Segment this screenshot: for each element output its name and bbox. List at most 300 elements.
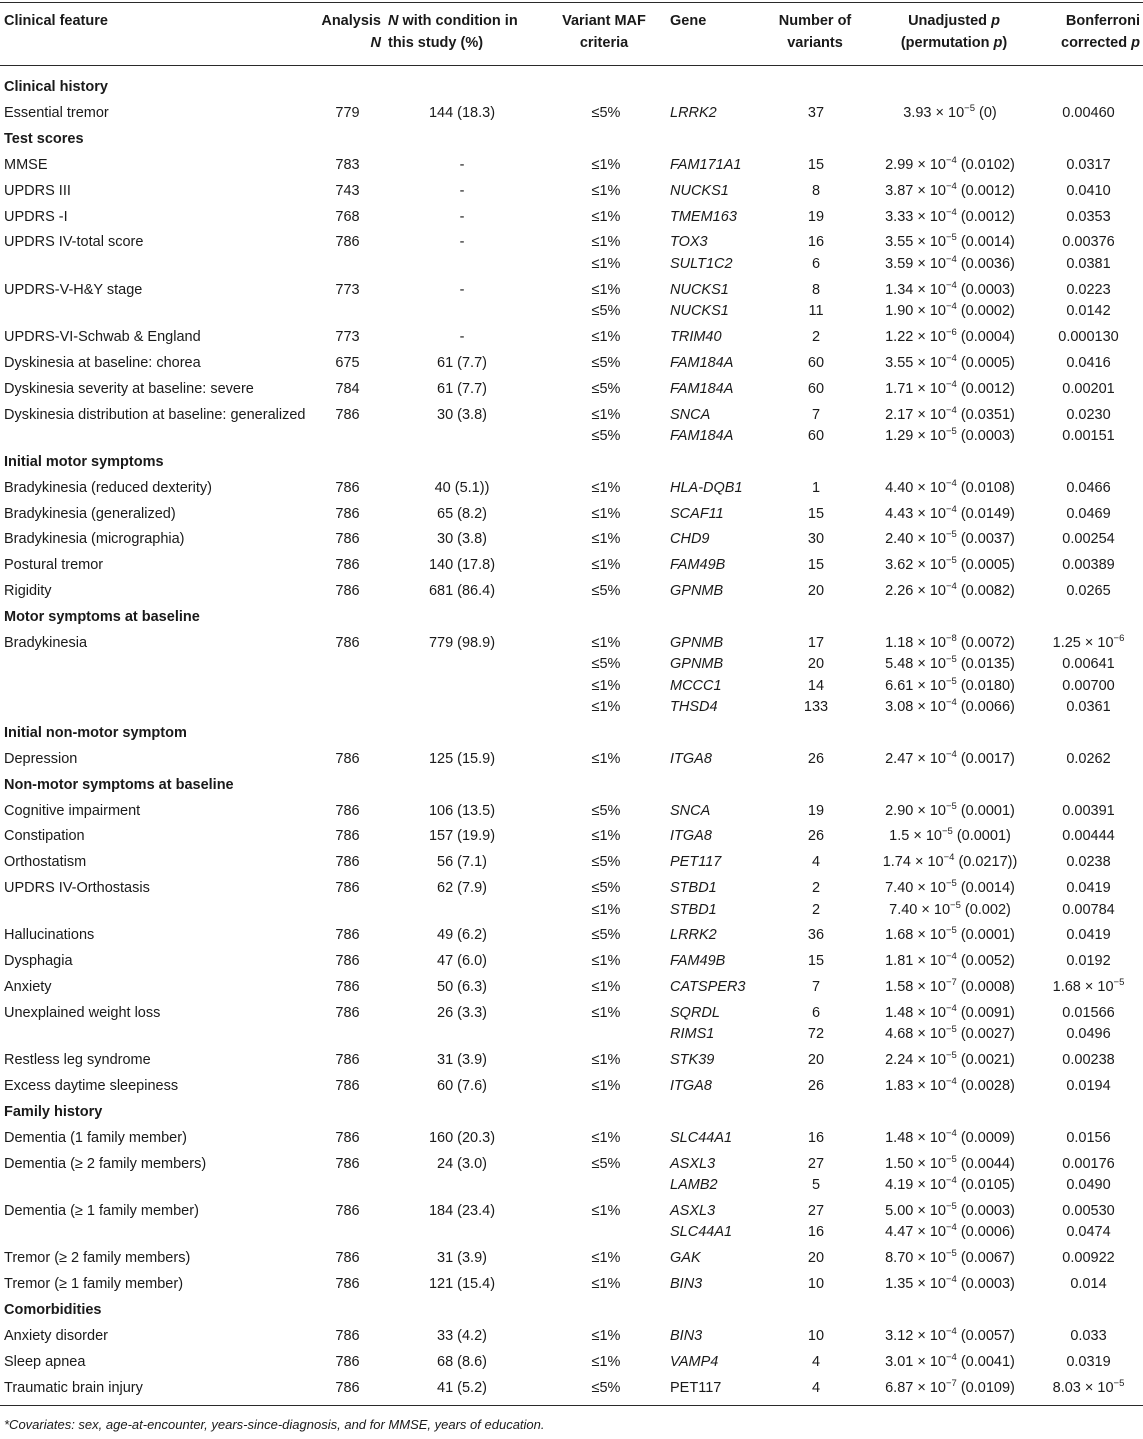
row-n-with-condition: 30 (3.8): [437, 531, 487, 548]
row-clinical-feature: Dysphagia: [4, 953, 73, 970]
row-number-of-variants: 19: [807, 208, 825, 225]
row-unadjusted-p: $4.47 \times 10^{-4}$ (0.0006): [885, 1222, 1015, 1241]
row-clinical-feature: Depression: [4, 750, 78, 767]
row-analysis-n: 786: [335, 1155, 360, 1172]
exponent: −4: [943, 852, 955, 864]
row-unadjusted-p: $1.68 \times 10^{-5}$ (0.0001): [885, 925, 1015, 944]
row-analysis-n: 675: [335, 354, 360, 371]
row-number-of-variants: 7: [811, 406, 821, 423]
row-bonferroni-p: 0.0490: [1066, 1177, 1111, 1194]
row-variant-maf: ≤1%: [591, 531, 621, 548]
row-gene: RIMS1: [670, 1026, 715, 1043]
row-analysis-n: 786: [335, 828, 360, 845]
row-bonferroni-p: 0.0265: [1066, 583, 1111, 600]
row-unadjusted-p: $6.87 \times 10^{-7}$ (0.0109): [885, 1377, 1015, 1396]
row-clinical-feature: Essential tremor: [4, 104, 109, 121]
row-bonferroni-p: 0.0381: [1066, 255, 1111, 272]
row-gene: PET117: [670, 1379, 722, 1396]
exponent: −5: [945, 425, 957, 437]
row-analysis-n: 786: [335, 1276, 360, 1293]
row-number-of-variants: 26: [807, 750, 825, 767]
exponent: −4: [945, 1003, 957, 1015]
exponent: −4: [945, 1326, 957, 1338]
row-unadjusted-p: $3.87 \times 10^{-4}$ (0.0012): [885, 180, 1015, 199]
row-gene: VAMP4: [670, 1353, 719, 1370]
exponent: −5: [1113, 977, 1125, 989]
row-analysis-n: 786: [335, 1328, 360, 1344]
row-analysis-n: 784: [335, 380, 360, 397]
header-analysis-n: [295, 11, 381, 54]
section-heading: Initial non-motor symptom: [4, 724, 187, 741]
row-number-of-variants: 15: [807, 557, 825, 574]
row-bonferroni-p: 0.00389: [1062, 557, 1115, 574]
row-gene: SULT1C2: [670, 255, 733, 272]
row-unadjusted-p: $2.47 \times 10^{-4}$ (0.0017): [885, 748, 1015, 767]
row-gene: TRIM40: [670, 328, 722, 345]
header-unadjusted-p: [870, 11, 1038, 54]
row-number-of-variants: 60: [807, 354, 825, 371]
row-gene: TOX3: [670, 234, 708, 251]
row-variant-maf: ≤1%: [591, 698, 621, 715]
row-number-of-variants: 7: [811, 979, 821, 996]
row-unadjusted-p: $1.48 \times 10^{-4}$ (0.0009): [885, 1128, 1015, 1146]
row-analysis-n: 786: [335, 583, 360, 600]
row-analysis-n: 773: [335, 328, 360, 345]
exponent: −5: [945, 1024, 957, 1036]
row-number-of-variants: 11: [808, 302, 824, 319]
row-n-with-condition: 61 (7.7): [437, 354, 487, 371]
row-clinical-feature: Unexplained weight loss: [4, 1005, 161, 1022]
row-number-of-variants: 72: [807, 1026, 825, 1043]
row-gene: ITGA8: [670, 1078, 712, 1095]
row-unadjusted-p: $6.61 \times 10^{-5}$ (0.0180): [885, 675, 1015, 694]
header-gene: Gene: [670, 13, 707, 29]
row-analysis-n: 786: [335, 854, 360, 871]
exponent: −4: [945, 1352, 957, 1364]
section-heading: Family history: [4, 1104, 103, 1121]
row-gene: THSD4: [670, 698, 718, 715]
exponent: −5: [945, 1248, 957, 1260]
header-n-with-condition-line2: this study (%): [388, 34, 484, 51]
row-gene: FAM184A: [670, 354, 734, 371]
row-clinical-feature: Dyskinesia severity at baseline: severe: [4, 380, 254, 397]
row-n-with-condition: -: [459, 234, 465, 251]
row-bonferroni-p: 0.00376: [1062, 234, 1115, 251]
row-clinical-feature: Tremor (≥ 2 family members): [4, 1250, 191, 1267]
row-analysis-n: 786: [335, 406, 360, 423]
row-analysis-n: 786: [335, 1130, 360, 1146]
row-gene: SNCA: [670, 802, 711, 819]
header-bottom-rule: [0, 65, 1143, 66]
section-heading: Clinical history: [4, 79, 108, 95]
row-number-of-variants: 15: [807, 505, 825, 522]
row-bonferroni-p: 0.0474: [1066, 1224, 1111, 1241]
row-number-of-variants: 8: [811, 182, 821, 199]
table-bottom-rule: [0, 1405, 1143, 1406]
row-analysis-n: 786: [335, 505, 360, 522]
row-variant-maf: ≤5%: [591, 1155, 621, 1172]
row-unadjusted-p: $3.12 \times 10^{-4}$ (0.0057): [885, 1326, 1015, 1344]
row-unadjusted-p: $1.22 \times 10^{-6}$ (0.0004): [885, 326, 1015, 345]
row-n-with-condition: 31 (3.9): [437, 1250, 487, 1267]
exponent: −5: [945, 555, 957, 567]
row-number-of-variants: 26: [807, 828, 825, 845]
row-clinical-feature: UPDRS IV-Orthostasis: [4, 880, 150, 897]
row-number-of-variants: 4: [811, 1353, 821, 1370]
row-number-of-variants: 4: [811, 854, 821, 871]
exponent: −4: [945, 378, 957, 390]
row-unadjusted-p: $7.40 \times 10^{-5}$ (0.0014): [885, 878, 1015, 897]
row-bonferroni-p: 0.0419: [1066, 880, 1111, 897]
exponent: −5: [945, 878, 957, 890]
exponent: −4: [945, 581, 957, 593]
row-clinical-feature: Bradykinesia (generalized): [4, 505, 176, 522]
row-variant-maf: ≤5%: [591, 854, 621, 871]
exponent: −5: [945, 925, 957, 937]
row-bonferroni-p: 0.0262: [1066, 750, 1111, 767]
row-analysis-n: 773: [335, 281, 360, 298]
row-clinical-feature: Restless leg syndrome: [4, 1052, 151, 1069]
row-unadjusted-p: $3.55 \times 10^{-5}$ (0.0014): [885, 232, 1015, 251]
header-analysis-n-line2: N: [370, 34, 381, 51]
row-gene: SQRDL: [670, 1005, 720, 1022]
row-variant-maf: ≤1%: [591, 901, 621, 918]
row-bonferroni-p: 0.00530: [1062, 1203, 1115, 1220]
row-bonferroni-p: 0.0319: [1066, 1353, 1111, 1370]
row-bonferroni-p: 0.00700: [1062, 677, 1115, 694]
exponent: −4: [945, 1274, 957, 1286]
row-unadjusted-p: $5.48 \times 10^{-5}$ (0.0135): [885, 654, 1015, 673]
row-number-of-variants: 37: [807, 104, 825, 121]
row-gene: FAM49B: [670, 953, 726, 970]
row-gene: SCAF11: [670, 505, 724, 522]
header-unadjusted-p-line1: Unadjusted p: [908, 13, 1000, 29]
exponent: −4: [945, 1175, 957, 1187]
exponent: −4: [945, 206, 957, 218]
row-number-of-variants: 16: [807, 1130, 825, 1146]
row-unadjusted-p: $1.18 \times 10^{-8}$ (0.0072): [885, 633, 1015, 651]
row-variant-maf: ≤1%: [591, 1052, 621, 1069]
row-bonferroni-p: 0.0353: [1066, 208, 1111, 225]
row-analysis-n: 786: [335, 953, 360, 970]
row-gene: GPNMB: [670, 583, 724, 600]
row-variant-maf: ≤5%: [591, 802, 621, 819]
exponent: −5: [945, 1201, 957, 1213]
row-n-with-condition: 31 (3.9): [437, 1052, 487, 1069]
row-unadjusted-p: $2.99 \times 10^{-4}$ (0.0102): [885, 154, 1015, 173]
header-variant-maf: [558, 11, 650, 54]
row-bonferroni-p: 0.000130: [1058, 328, 1119, 345]
row-clinical-feature: UPDRS-VI-Schwab & England: [4, 328, 201, 345]
row-gene: SLC44A1: [670, 1224, 733, 1241]
row-variant-maf: ≤1%: [591, 1203, 621, 1220]
row-variant-maf: ≤1%: [591, 156, 621, 173]
row-n-with-condition: 24 (3.0): [437, 1155, 487, 1172]
row-n-with-condition: 160 (20.3): [428, 1130, 496, 1146]
exponent: −8: [945, 633, 957, 645]
exponent: −4: [945, 697, 957, 709]
row-n-with-condition: 157 (19.9): [428, 828, 496, 845]
exponent: −4: [945, 1222, 957, 1234]
row-clinical-feature: Dementia (≥ 2 family members): [4, 1155, 207, 1172]
exponent: −5: [945, 675, 957, 687]
row-unadjusted-p: $1.50 \times 10^{-5}$ (0.0044): [885, 1154, 1015, 1172]
row-clinical-feature: Dementia (1 family member): [4, 1130, 187, 1146]
row-analysis-n: 786: [335, 880, 360, 897]
row-variant-maf: ≤1%: [591, 557, 621, 574]
row-number-of-variants: 20: [807, 583, 825, 600]
row-number-of-variants: 19: [807, 802, 825, 819]
header-clinical-feature: Clinical feature: [4, 13, 108, 29]
row-number-of-variants: 10: [807, 1328, 825, 1344]
row-clinical-feature: Anxiety disorder: [4, 1328, 108, 1344]
exponent: −4: [945, 748, 957, 760]
row-variant-maf: ≤1%: [591, 328, 621, 345]
row-bonferroni-p: 0.00641: [1062, 656, 1115, 673]
row-unadjusted-p: $1.74 \times 10^{-4}$ (0.0217)): [882, 852, 1018, 871]
row-gene: BIN3: [670, 1328, 703, 1344]
exponent: −5: [1113, 1377, 1125, 1389]
row-n-with-condition: 49 (6.2): [437, 927, 487, 944]
row-gene: ASXL3: [670, 1203, 716, 1220]
row-number-of-variants: 1: [811, 479, 821, 496]
row-n-with-condition: 40 (5.1)): [434, 479, 490, 496]
row-variant-maf: ≤1%: [591, 255, 621, 272]
row-clinical-feature: Dementia (≥ 1 family member): [4, 1203, 199, 1220]
row-variant-maf: ≤1%: [591, 1328, 621, 1344]
row-clinical-feature: Cognitive impairment: [4, 802, 141, 819]
row-variant-maf: ≤5%: [591, 1379, 621, 1396]
row-bonferroni-p: 0.0223: [1066, 281, 1111, 298]
row-bonferroni-p: 0.00784: [1062, 901, 1115, 918]
row-gene: GPNMB: [670, 656, 724, 673]
header-unadjusted-p-line2: (permutation p): [900, 34, 1008, 51]
exponent: −4: [945, 253, 957, 265]
header-number-of-variants: [760, 11, 870, 54]
row-analysis-n: 786: [335, 1250, 360, 1267]
row-variant-maf: ≤5%: [591, 302, 621, 319]
exponent: −4: [945, 180, 957, 192]
row-variant-maf: ≤1%: [591, 677, 621, 694]
row-clinical-feature: Orthostatism: [4, 854, 87, 871]
row-gene: CATSPER3: [670, 979, 746, 996]
row-gene: FAM171A1: [670, 156, 742, 173]
header-bonferroni: [1030, 11, 1140, 54]
row-variant-maf: ≤1%: [591, 750, 621, 767]
row-variant-maf: ≤5%: [591, 880, 621, 897]
row-bonferroni-p: 0.00391: [1062, 802, 1115, 819]
row-unadjusted-p: $2.40 \times 10^{-5}$ (0.0037): [885, 529, 1015, 548]
exponent: −5: [945, 529, 957, 541]
exponent: −7: [945, 1377, 957, 1389]
row-gene: SLC44A1: [670, 1130, 733, 1146]
row-n-with-condition: -: [459, 182, 465, 199]
row-unadjusted-p: $7.40 \times 10^{-5}$ (0.002): [889, 899, 1011, 918]
row-n-with-condition: 68 (8.6): [437, 1353, 487, 1370]
row-unadjusted-p: $1.71 \times 10^{-4}$ (0.0012): [885, 378, 1015, 397]
row-unadjusted-p: $3.62 \times 10^{-5}$ (0.0005): [885, 555, 1015, 574]
table-top-rule: [0, 2, 1143, 3]
row-unadjusted-p: $4.68 \times 10^{-5}$ (0.0027): [885, 1024, 1015, 1043]
row-bonferroni-p: 0.0156: [1066, 1130, 1111, 1146]
row-bonferroni-p: 0.0194: [1066, 1078, 1111, 1095]
row-number-of-variants: 60: [807, 427, 825, 444]
row-bonferroni-p: 0.0142: [1066, 302, 1111, 319]
exponent: −4: [945, 1076, 957, 1088]
row-clinical-feature: Rigidity: [4, 583, 52, 600]
row-bonferroni-p: 0.00238: [1062, 1052, 1115, 1069]
row-variant-maf: ≤1%: [591, 479, 621, 496]
header-n-with-condition: [388, 11, 538, 54]
row-unadjusted-p: $4.19 \times 10^{-4}$ (0.0105): [885, 1175, 1015, 1194]
row-clinical-feature: Hallucinations: [4, 927, 95, 944]
row-n-with-condition: 56 (7.1): [437, 854, 487, 871]
row-analysis-n: 786: [335, 1052, 360, 1069]
row-unadjusted-p: $5.00 \times 10^{-5}$ (0.0003): [885, 1201, 1015, 1220]
row-clinical-feature: Bradykinesia (reduced dexterity): [4, 479, 212, 496]
row-number-of-variants: 60: [807, 380, 825, 397]
row-variant-maf: ≤1%: [591, 505, 621, 522]
row-gene: NUCKS1: [670, 302, 729, 319]
row-variant-maf: ≤1%: [591, 635, 621, 651]
row-number-of-variants: 16: [807, 1224, 825, 1241]
exponent: −4: [945, 1128, 957, 1140]
row-variant-maf: ≤1%: [591, 1130, 621, 1146]
row-bonferroni-p: 0.0317: [1066, 156, 1111, 173]
exponent: −4: [945, 503, 957, 515]
row-gene: NUCKS1: [670, 281, 729, 298]
header-number-of-variants-line1: Number of: [778, 13, 852, 29]
row-variant-maf: ≤1%: [591, 406, 621, 423]
row-bonferroni-p: 0.0410: [1066, 182, 1111, 199]
exponent: −4: [945, 477, 957, 489]
exponent: −5: [945, 1154, 957, 1166]
row-bonferroni-p: 0.00460: [1062, 104, 1115, 121]
row-gene: LRRK2: [670, 104, 717, 121]
row-bonferroni-p: $1.68 \times 10^{-5}$: [1052, 977, 1125, 996]
exponent: −4: [945, 279, 957, 291]
row-n-with-condition: 144 (18.3): [428, 104, 496, 121]
row-unadjusted-p: $3.59 \times 10^{-4}$ (0.0036): [885, 253, 1015, 272]
row-number-of-variants: 36: [807, 927, 825, 944]
row-analysis-n: 786: [335, 1353, 360, 1370]
row-bonferroni-p: 0.0361: [1066, 698, 1111, 715]
row-analysis-n: 743: [335, 182, 360, 199]
row-bonferroni-p: 0.014: [1070, 1276, 1107, 1293]
row-unadjusted-p: $3.93 \times 10^{-5}$ (0): [903, 103, 997, 121]
exponent: −4: [945, 154, 957, 166]
row-analysis-n: 786: [335, 1379, 360, 1396]
row-analysis-n: 786: [335, 927, 360, 944]
row-n-with-condition: 26 (3.3): [437, 1005, 487, 1022]
row-analysis-n: 786: [335, 1005, 360, 1022]
row-bonferroni-p: 0.00176: [1062, 1155, 1115, 1172]
row-gene: FAM184A: [670, 380, 734, 397]
row-n-with-condition: 140 (17.8): [428, 557, 496, 574]
row-number-of-variants: 14: [807, 677, 825, 694]
row-number-of-variants: 133: [803, 698, 829, 715]
row-number-of-variants: 2: [811, 328, 821, 345]
row-bonferroni-p: 0.0469: [1066, 505, 1111, 522]
row-n-with-condition: 30 (3.8): [437, 406, 487, 423]
row-analysis-n: 786: [335, 531, 360, 548]
exponent: −5: [945, 232, 957, 244]
row-analysis-n: 786: [335, 479, 360, 496]
row-n-with-condition: -: [459, 328, 465, 345]
exponent: −4: [945, 951, 957, 963]
section-heading: Motor symptoms at baseline: [4, 609, 200, 626]
row-variant-maf: ≤5%: [591, 427, 621, 444]
table-footnote: *Covariates: sex, age-at-encounter, years-since-diagnosis, and for MMSE, years of education.: [4, 1417, 545, 1432]
row-clinical-feature: Postural tremor: [4, 557, 104, 574]
row-number-of-variants: 6: [811, 1005, 821, 1022]
row-bonferroni-p: 0.0238: [1066, 854, 1111, 871]
row-bonferroni-p: 0.00201: [1062, 380, 1115, 397]
header-n-with-condition-line1: N with condition in: [388, 13, 518, 29]
row-bonferroni-p: 0.01566: [1062, 1005, 1115, 1022]
row-number-of-variants: 15: [807, 953, 825, 970]
row-variant-maf: ≤1%: [591, 953, 621, 970]
section-heading: Non-motor symptoms at baseline: [4, 776, 234, 793]
row-n-with-condition: -: [459, 281, 465, 298]
row-number-of-variants: 30: [807, 531, 825, 548]
exponent: −5: [945, 800, 957, 812]
row-clinical-feature: Sleep apnea: [4, 1353, 86, 1370]
row-gene: PET117: [670, 854, 722, 871]
row-gene: ASXL3: [670, 1155, 716, 1172]
row-gene: MCCC1: [670, 677, 722, 694]
row-unadjusted-p: $2.24 \times 10^{-5}$ (0.0021): [885, 1050, 1015, 1069]
row-number-of-variants: 20: [807, 1250, 825, 1267]
row-gene: GAK: [670, 1250, 701, 1267]
row-number-of-variants: 16: [807, 234, 825, 251]
row-number-of-variants: 8: [811, 281, 821, 298]
row-variant-maf: ≤5%: [591, 354, 621, 371]
row-unadjusted-p: $2.26 \times 10^{-4}$ (0.0082): [885, 581, 1015, 600]
exponent: −6: [945, 326, 957, 338]
row-bonferroni-p: $1.25 \times 10^{-6}$: [1052, 633, 1125, 651]
row-unadjusted-p: $1.29 \times 10^{-5}$ (0.0003): [885, 425, 1015, 444]
exponent: −4: [945, 404, 957, 416]
row-number-of-variants: 20: [807, 1052, 825, 1069]
row-n-with-condition: 121 (15.4): [428, 1276, 496, 1293]
row-n-with-condition: 60 (7.6): [437, 1078, 487, 1095]
row-gene: BIN3: [670, 1276, 703, 1293]
row-unadjusted-p: $2.17 \times 10^{-4}$ (0.0351): [885, 404, 1015, 423]
row-bonferroni-p: 0.0192: [1066, 953, 1111, 970]
row-unadjusted-p: $3.08 \times 10^{-4}$ (0.0066): [885, 697, 1015, 715]
row-unadjusted-p: $1.5 \times 10^{-5}$ (0.0001): [889, 826, 1011, 845]
exponent: −4: [945, 301, 957, 313]
row-analysis-n: 786: [335, 557, 360, 574]
row-clinical-feature: Traumatic brain injury: [4, 1379, 143, 1396]
row-variant-maf: ≤5%: [591, 380, 621, 397]
row-analysis-n: 783: [335, 156, 360, 173]
row-number-of-variants: 15: [807, 156, 825, 173]
row-bonferroni-p: 0.00922: [1062, 1250, 1115, 1267]
row-number-of-variants: 4: [811, 1379, 821, 1396]
row-gene: LAMB2: [670, 1177, 718, 1194]
row-bonferroni-p: 0.0416: [1066, 354, 1111, 371]
row-number-of-variants: 10: [807, 1276, 825, 1293]
row-variant-maf: ≤1%: [591, 1078, 621, 1095]
row-analysis-n: 786: [335, 635, 360, 651]
row-n-with-condition: 681 (86.4): [428, 583, 496, 600]
section-heading: Comorbidities: [4, 1302, 102, 1319]
row-unadjusted-p: $4.40 \times 10^{-4}$ (0.0108): [885, 477, 1015, 496]
row-number-of-variants: 26: [807, 1078, 825, 1095]
row-clinical-feature: Bradykinesia (micrographia): [4, 531, 185, 548]
